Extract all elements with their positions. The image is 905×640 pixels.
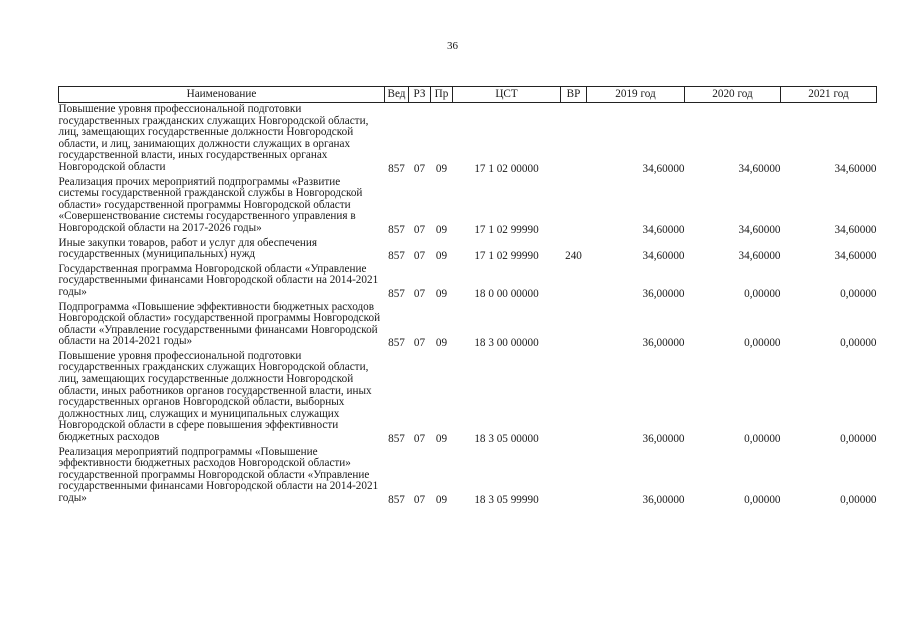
row-ved: 857 bbox=[388, 223, 405, 236]
header-2020: 2020 год bbox=[685, 87, 781, 103]
row-name: Повышение уровня профессиональной подготовки государственных гражданских служащих Новгородской области, лиц, замещающих государственные должности Новгородской области, иных работников органов государственной власти, иных государственных органов Новгородской области, выборных должностных лиц, служащих и муниципальных служащих Новгородской области в сфере повышения эффективности бюджетных расходов bbox=[58, 349, 372, 444]
header-rz: РЗ bbox=[409, 87, 431, 103]
row-2021: 0,00000 bbox=[840, 433, 877, 446]
row-2020: 0,00000 bbox=[744, 433, 781, 446]
row-ved: 857 bbox=[388, 433, 405, 446]
row-2020: 34,60000 bbox=[738, 162, 781, 175]
row-name: Подпрограмма «Повышение эффективности бюджетных расходов Новгородской области» государственной программы Новгородской области «Управление государственными финансами Новгородской области на 2014-2021 годы» bbox=[58, 300, 381, 348]
row-pr: 09 bbox=[435, 337, 448, 350]
header-2019: 2019 год bbox=[587, 87, 685, 103]
row-2019: 36,00000 bbox=[642, 337, 685, 350]
row-rz: 07 bbox=[413, 250, 426, 263]
header-pr: Пр bbox=[431, 87, 453, 103]
header-2021: 2021 год bbox=[781, 87, 877, 103]
row-name: Иные закупки товаров, работ и услуг для обеспечения государственных (муниципальных) нужд bbox=[58, 236, 318, 261]
table-row bbox=[59, 103, 877, 176]
row-rz: 07 bbox=[413, 494, 426, 506]
table-row bbox=[59, 446, 877, 507]
row-2021: 34,60000 bbox=[834, 250, 877, 263]
row-vr bbox=[561, 301, 587, 350]
row-2019: 34,60000 bbox=[642, 223, 685, 236]
row-pr: 09 bbox=[435, 287, 448, 300]
row-vr bbox=[561, 350, 587, 446]
row-rz: 07 bbox=[413, 287, 426, 300]
row-cst: 17 1 02 99990 bbox=[474, 223, 539, 236]
row-2021: 0,00000 bbox=[840, 337, 877, 350]
row-ved: 857 bbox=[388, 162, 405, 175]
header-ved: Вед bbox=[385, 87, 409, 103]
row-rz: 07 bbox=[413, 223, 426, 236]
table-row bbox=[59, 301, 877, 350]
header-cst: ЦСТ bbox=[453, 87, 561, 103]
row-ved: 857 bbox=[388, 337, 405, 350]
row-2019: 34,60000 bbox=[642, 162, 685, 175]
row-cst: 17 1 02 00000 bbox=[474, 162, 539, 175]
row-vr bbox=[561, 263, 587, 301]
row-pr: 09 bbox=[435, 494, 448, 506]
row-cst: 17 1 02 99990 bbox=[474, 250, 539, 263]
row-2021: 0,00000 bbox=[840, 494, 877, 506]
row-name: Реализация прочих мероприятий подпрограммы «Развитие системы государственной гражданской службы в Новгородской области» государственной программы Новгородской области «Совершенствование системы государственного управления в Новгородской области на 2017-2026 годы» bbox=[58, 175, 363, 234]
row-name: Государственная программа Новгородской области «Управление государственными финансами Новгородской области на 2014-2021 годы» bbox=[58, 262, 379, 298]
row-pr: 09 bbox=[435, 250, 448, 263]
row-rz: 07 bbox=[413, 337, 426, 350]
row-2019: 36,00000 bbox=[642, 494, 685, 506]
row-ved: 857 bbox=[388, 494, 405, 506]
table-row bbox=[59, 350, 877, 446]
row-2020: 0,00000 bbox=[744, 287, 781, 300]
table-row bbox=[59, 263, 877, 301]
budget-table bbox=[58, 86, 877, 507]
row-ved: 857 bbox=[388, 250, 405, 263]
row-cst: 18 3 05 99990 bbox=[474, 494, 539, 506]
row-name: Реализация мероприятий подпрограммы «Повышение эффективности бюджетных расходов Новгородской области» государственной программы Новгородской области «Управление государственными финансами Новгородской области на 2014-2021 годы» bbox=[58, 445, 379, 504]
row-vr: 240 bbox=[565, 250, 582, 263]
row-cst: 18 3 00 00000 bbox=[474, 337, 539, 350]
table-row bbox=[59, 237, 877, 263]
row-pr: 09 bbox=[435, 433, 448, 446]
header-name: Наименование bbox=[59, 87, 385, 103]
row-2021: 34,60000 bbox=[834, 223, 877, 236]
row-pr: 09 bbox=[435, 223, 448, 236]
row-2020: 0,00000 bbox=[744, 494, 781, 506]
row-2021: 34,60000 bbox=[834, 162, 877, 175]
row-pr: 09 bbox=[435, 162, 448, 175]
table-header-row bbox=[59, 87, 877, 103]
page-number: 36 bbox=[447, 40, 458, 52]
row-cst: 18 0 00 00000 bbox=[474, 287, 539, 300]
row-cst: 18 3 05 00000 bbox=[474, 433, 539, 446]
row-vr bbox=[561, 446, 587, 507]
table-row bbox=[59, 176, 877, 237]
row-vr bbox=[561, 103, 587, 176]
row-2020: 34,60000 bbox=[738, 223, 781, 236]
row-rz: 07 bbox=[413, 433, 426, 446]
row-ved: 857 bbox=[388, 287, 405, 300]
row-2019: 36,00000 bbox=[642, 433, 685, 446]
row-vr bbox=[561, 176, 587, 237]
row-2021: 0,00000 bbox=[840, 287, 877, 300]
row-2020: 34,60000 bbox=[738, 250, 781, 263]
row-name: Повышение уровня профессиональной подготовки государственных гражданских служащих Новгородской области, лиц, замещающих государственные должности Новгородской области, и лиц, занимающих должности служащих в органах государственной власти, иных государственных органах Новгородской области bbox=[58, 103, 369, 173]
row-2020: 0,00000 bbox=[744, 337, 781, 350]
row-2019: 36,00000 bbox=[642, 287, 685, 300]
row-rz: 07 bbox=[413, 162, 426, 175]
row-2019: 34,60000 bbox=[642, 250, 685, 263]
header-vr: ВР bbox=[561, 87, 587, 103]
